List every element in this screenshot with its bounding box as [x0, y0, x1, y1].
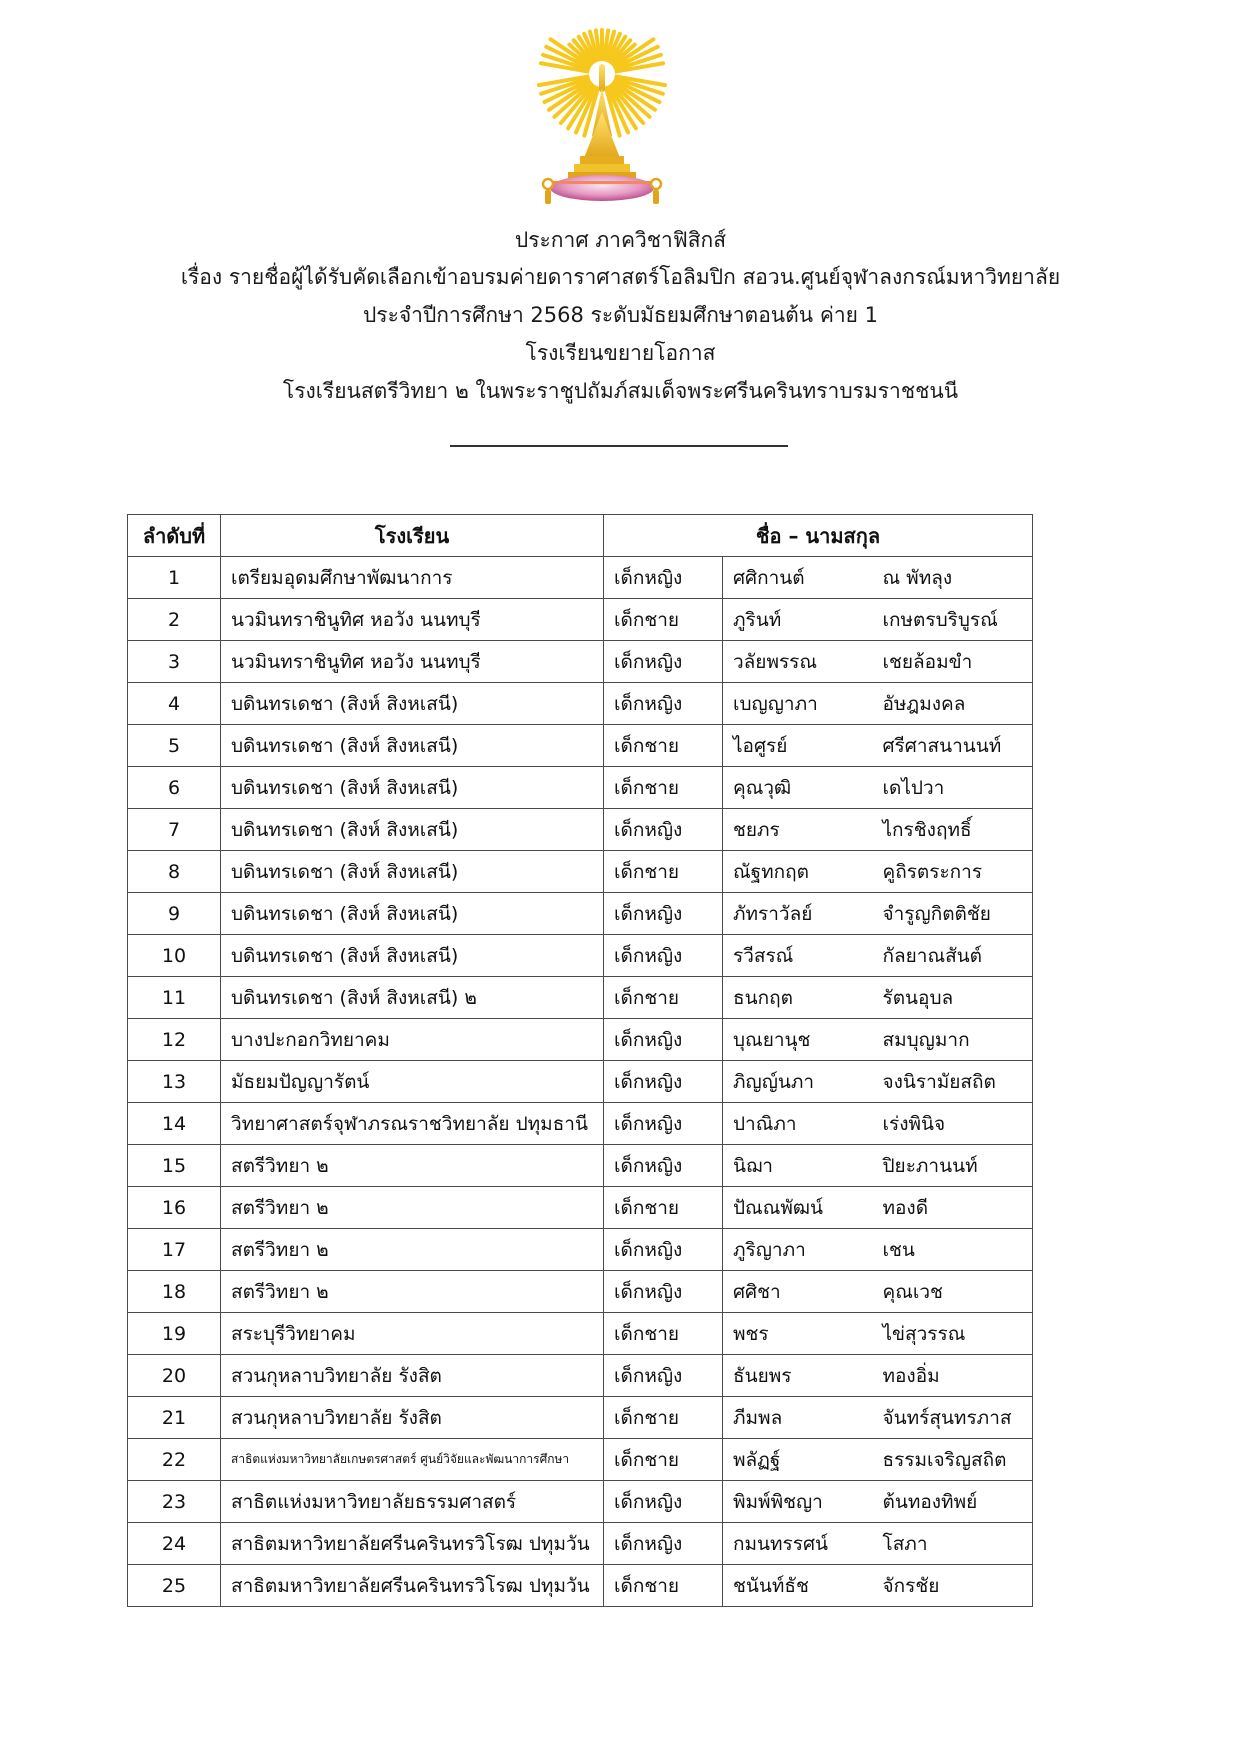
- row-number: 15: [128, 1145, 221, 1187]
- row-number: 19: [128, 1313, 221, 1355]
- table-row: [128, 1523, 1033, 1565]
- table-row: [128, 893, 1033, 935]
- student-first-name: คุณวุฒิ: [723, 767, 873, 809]
- school-name: สาธิตมหาวิทยาลัยศรีนครินทรวิโรฒ ปทุมวัน: [221, 1523, 604, 1565]
- table-row: [128, 599, 1033, 641]
- student-last-name: ณ พัทลุง: [873, 557, 1033, 599]
- table-row: [128, 1019, 1033, 1061]
- column-header-no: ลำดับที่: [128, 515, 221, 557]
- student-last-name: จันทร์สุนทรภาส: [873, 1397, 1033, 1439]
- student-last-name: ธรรมเจริญสถิต: [873, 1439, 1033, 1481]
- row-number: 3: [128, 641, 221, 683]
- row-number: 21: [128, 1397, 221, 1439]
- student-first-name: บุณยานุช: [723, 1019, 873, 1061]
- row-number: 16: [128, 1187, 221, 1229]
- student-last-name: ต้นทองทิพย์: [873, 1481, 1033, 1523]
- school-name: เตรียมอุดมศึกษาพัฒนาการ: [221, 557, 604, 599]
- table-row: [128, 1481, 1033, 1523]
- row-number: 1: [128, 557, 221, 599]
- school-name: สวนกุหลาบวิทยาลัย รังสิต: [221, 1397, 604, 1439]
- student-first-name: ภัทราวัลย์: [723, 893, 873, 935]
- student-title: เด็กหญิง: [604, 1271, 723, 1313]
- student-first-name: ภูริญาภา: [723, 1229, 873, 1271]
- student-last-name: กัลยาณสันต์: [873, 935, 1033, 977]
- student-title: เด็กชาย: [604, 1187, 723, 1229]
- student-title: เด็กหญิง: [604, 1019, 723, 1061]
- row-number: 7: [128, 809, 221, 851]
- row-number: 12: [128, 1019, 221, 1061]
- student-last-name: เกษตรบริบูรณ์: [873, 599, 1033, 641]
- student-last-name: ศรีศาสนานนท์: [873, 725, 1033, 767]
- student-title: เด็กชาย: [604, 725, 723, 767]
- student-first-name: ศศิชา: [723, 1271, 873, 1313]
- student-last-name: สมบุญมาก: [873, 1019, 1033, 1061]
- student-title: เด็กชาย: [604, 767, 723, 809]
- school-name: บดินทรเดชา (สิงห์ สิงหเสนี): [221, 809, 604, 851]
- student-first-name: ชนันท์ธัช: [723, 1565, 873, 1607]
- school-category-line: โรงเรียนขยายโอกาส: [525, 341, 716, 365]
- table-row: [128, 1103, 1033, 1145]
- student-title: เด็กชาย: [604, 977, 723, 1019]
- school-name: สระบุรีวิทยาคม: [221, 1313, 604, 1355]
- row-number: 24: [128, 1523, 221, 1565]
- student-first-name: ธันยพร: [723, 1355, 873, 1397]
- student-title: เด็กหญิง: [604, 641, 723, 683]
- school-name: นวมินทราชินูทิศ หอวัง นนทบุรี: [221, 641, 604, 683]
- table-row: [128, 725, 1033, 767]
- student-first-name: พชร: [723, 1313, 873, 1355]
- announcement-title: ประกาศ ภาควิชาฟิสิกส์: [514, 228, 727, 252]
- header-divider: [450, 445, 788, 447]
- school-name: สตรีวิทยา ๒: [221, 1229, 604, 1271]
- school-name: บดินทรเดชา (สิงห์ สิงหเสนี): [221, 725, 604, 767]
- school-name: สาธิตมหาวิทยาลัยศรีนครินทรวิโรฒ ปทุมวัน: [221, 1565, 604, 1607]
- student-title: เด็กชาย: [604, 599, 723, 641]
- student-last-name: เดไปวา: [873, 767, 1033, 809]
- row-number: 5: [128, 725, 221, 767]
- school-name: บดินทรเดชา (สิงห์ สิงหเสนี): [221, 851, 604, 893]
- school-name: สตรีวิทยา ๒: [221, 1145, 604, 1187]
- student-title: เด็กชาย: [604, 1439, 723, 1481]
- student-title: เด็กหญิง: [604, 683, 723, 725]
- row-number: 25: [128, 1565, 221, 1607]
- student-last-name: จักรชัย: [873, 1565, 1033, 1607]
- school-name: สตรีวิทยา ๒: [221, 1187, 604, 1229]
- student-title: เด็กชาย: [604, 1313, 723, 1355]
- student-title: เด็กชาย: [604, 1565, 723, 1607]
- row-number: 8: [128, 851, 221, 893]
- table-row: [128, 809, 1033, 851]
- row-number: 9: [128, 893, 221, 935]
- table-row: [128, 1355, 1033, 1397]
- student-first-name: พลัฏฐ์: [723, 1439, 873, 1481]
- selected-students-table: [127, 514, 1033, 1607]
- host-school-line: โรงเรียนสตรีวิทยา ๒ ในพระราชูปถัมภ์สมเด็จพระศรีนครินทราบรมราชชนนี: [282, 379, 959, 403]
- student-title: เด็กหญิง: [604, 1481, 723, 1523]
- school-name: บางปะกอกวิทยาคม: [221, 1019, 604, 1061]
- student-first-name: นิฌา: [723, 1145, 873, 1187]
- table-row: [128, 1397, 1033, 1439]
- table-row: [128, 1439, 1033, 1481]
- row-number: 17: [128, 1229, 221, 1271]
- school-name: บดินทรเดชา (สิงห์ สิงหเสนี): [221, 767, 604, 809]
- table-row: [128, 683, 1033, 725]
- student-last-name: ปิยะภานนท์: [873, 1145, 1033, 1187]
- student-first-name: เบญญาภา: [723, 683, 873, 725]
- school-name: บดินทรเดชา (สิงห์ สิงหเสนี): [221, 893, 604, 935]
- row-number: 14: [128, 1103, 221, 1145]
- table-row: [128, 1271, 1033, 1313]
- student-first-name: ชยภร: [723, 809, 873, 851]
- student-title: เด็กหญิง: [604, 1061, 723, 1103]
- school-name: มัธยมปัญญารัตน์: [221, 1061, 604, 1103]
- student-first-name: ปัณณพัฒน์: [723, 1187, 873, 1229]
- table-row: [128, 851, 1033, 893]
- school-name: สาธิตแห่งมหาวิทยาลัยเกษตรศาสตร์ ศูนย์วิจัยและพัฒนาการศึกษา: [221, 1439, 604, 1481]
- student-first-name: พิมพ์พิชญา: [723, 1481, 873, 1523]
- student-title: เด็กชาย: [604, 1397, 723, 1439]
- student-last-name: ไข่สุวรรณ: [873, 1313, 1033, 1355]
- student-first-name: ภีมพล: [723, 1397, 873, 1439]
- student-last-name: คุณเวช: [873, 1271, 1033, 1313]
- table-row: [128, 557, 1033, 599]
- table-row: [128, 1145, 1033, 1187]
- student-last-name: อัษฎมงคล: [873, 683, 1033, 725]
- school-name: วิทยาศาสตร์จุฬาภรณราชวิทยาลัย ปทุมธานี: [221, 1103, 604, 1145]
- school-name: สตรีวิทยา ๒: [221, 1271, 604, 1313]
- student-first-name: ธนกฤต: [723, 977, 873, 1019]
- student-title: เด็กหญิง: [604, 809, 723, 851]
- school-name: นวมินทราชินูทิศ หอวัง นนทบุรี: [221, 599, 604, 641]
- row-number: 23: [128, 1481, 221, 1523]
- student-last-name: ทองดี: [873, 1187, 1033, 1229]
- table-row: [128, 767, 1033, 809]
- row-number: 18: [128, 1271, 221, 1313]
- student-title: เด็กหญิง: [604, 1145, 723, 1187]
- student-last-name: จงนิรามัยสถิต: [873, 1061, 1033, 1103]
- student-last-name: รัตนอุบล: [873, 977, 1033, 1019]
- school-name: บดินทรเดชา (สิงห์ สิงหเสนี) ๒: [221, 977, 604, 1019]
- school-name: สวนกุหลาบวิทยาลัย รังสิต: [221, 1355, 604, 1397]
- row-number: 2: [128, 599, 221, 641]
- student-first-name: วลัยพรรณ: [723, 641, 873, 683]
- table-row: [128, 1187, 1033, 1229]
- student-first-name: ณัฐทกฤต: [723, 851, 873, 893]
- school-name: บดินทรเดชา (สิงห์ สิงหเสนี): [221, 935, 604, 977]
- student-first-name: รวีสรณ์: [723, 935, 873, 977]
- university-emblem-logo: [536, 28, 668, 214]
- table-row: [128, 1061, 1033, 1103]
- row-number: 22: [128, 1439, 221, 1481]
- student-last-name: เชน: [873, 1229, 1033, 1271]
- student-title: เด็กหญิง: [604, 1103, 723, 1145]
- table-row: [128, 935, 1033, 977]
- row-number: 6: [128, 767, 221, 809]
- school-name: สาธิตแห่งมหาวิทยาลัยธรรมศาสตร์: [221, 1481, 604, 1523]
- table-row: [128, 1229, 1033, 1271]
- student-first-name: ไอศูรย์: [723, 725, 873, 767]
- student-first-name: กมนทรรศน์: [723, 1523, 873, 1565]
- student-first-name: ปาณิภา: [723, 1103, 873, 1145]
- student-first-name: ภิญญ์นภา: [723, 1061, 873, 1103]
- student-last-name: คูถิรตระการ: [873, 851, 1033, 893]
- student-title: เด็กหญิง: [604, 1355, 723, 1397]
- student-last-name: โสภา: [873, 1523, 1033, 1565]
- academic-year-line: ประจำปีการศึกษา 2568 ระดับมัธยมศึกษาตอนต้น ค่าย 1: [362, 303, 879, 327]
- row-number: 20: [128, 1355, 221, 1397]
- student-last-name: ไกรชิงฤทธิ์: [873, 809, 1033, 851]
- table-row: [128, 641, 1033, 683]
- student-title: เด็กชาย: [604, 851, 723, 893]
- student-last-name: จำรูญกิตติชัย: [873, 893, 1033, 935]
- student-title: เด็กหญิง: [604, 935, 723, 977]
- student-title: เด็กหญิง: [604, 557, 723, 599]
- table-header-row: [128, 515, 1033, 557]
- row-number: 10: [128, 935, 221, 977]
- student-first-name: ภูรินท์: [723, 599, 873, 641]
- student-last-name: เชยล้อมขำ: [873, 641, 1033, 683]
- student-title: เด็กหญิง: [604, 893, 723, 935]
- row-number: 13: [128, 1061, 221, 1103]
- school-name: บดินทรเดชา (สิงห์ สิงหเสนี): [221, 683, 604, 725]
- column-header-name: ชื่อ – นามสกุล: [604, 515, 1033, 557]
- student-title: เด็กหญิง: [604, 1229, 723, 1271]
- student-first-name: ศศิกานต์: [723, 557, 873, 599]
- student-last-name: ทองอิ่ม: [873, 1355, 1033, 1397]
- table-row: [128, 1313, 1033, 1355]
- table-row: [128, 977, 1033, 1019]
- announcement-subject: เรื่อง รายชื่อผู้ได้รับคัดเลือกเข้าอบรมค่ายดาราศาสตร์โอลิมปิก สอวน.ศูนย์จุฬาลงกรณ์มหาวิทยาลัย: [180, 265, 1061, 289]
- column-header-school: โรงเรียน: [221, 515, 604, 557]
- student-title: เด็กหญิง: [604, 1523, 723, 1565]
- row-number: 11: [128, 977, 221, 1019]
- student-last-name: เร่งพินิจ: [873, 1103, 1033, 1145]
- table-row: [128, 1565, 1033, 1607]
- row-number: 4: [128, 683, 221, 725]
